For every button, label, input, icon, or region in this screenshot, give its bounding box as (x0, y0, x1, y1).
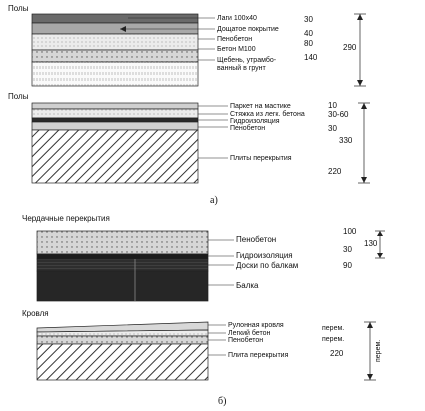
floors-2-label-screed: Стяжка из легк. бетона (230, 111, 305, 118)
floors-2-value-3: 30 (328, 124, 337, 133)
floors-2-value-1: 10 (328, 101, 337, 110)
attic-label-beam: Балка (236, 281, 259, 290)
attic-label-waterproofing: Гидроизоляция (236, 251, 293, 260)
roof-label-membrane: Рулонная кровля (228, 322, 284, 329)
floors-1-title: Полы (8, 4, 29, 13)
attic-section (22, 214, 385, 301)
roof-title: Кровля (22, 309, 49, 318)
caption-b: б) (218, 396, 227, 407)
attic-layer-beam (37, 271, 208, 301)
attic-title: Чердачные перекрытия (22, 214, 110, 223)
attic-label-foam: Пенобетон (236, 235, 277, 244)
caption-a: а) (210, 195, 218, 206)
floors-1-layer-concrete (32, 50, 198, 62)
floors-section-2 (8, 92, 370, 206)
attic-value-2: 30 (343, 245, 352, 254)
floors-2-total: 330 (339, 136, 353, 145)
floors-1-label-foam: Пенобетон (217, 36, 253, 43)
attic-layer-boards (37, 259, 208, 271)
floors-2-layer-foam (32, 122, 198, 130)
roof-section (22, 309, 382, 407)
attic-total: 130 (364, 239, 378, 248)
floors-2-layer-screed (32, 109, 198, 118)
floors-1-layer-foam (32, 34, 198, 50)
roof-value-2: перем. (322, 336, 345, 343)
floors-1-label-gravel-2: ванный в грунт (217, 65, 266, 72)
floors-2-value-4: 220 (328, 167, 342, 176)
floors-1-value-4: 140 (304, 53, 318, 62)
floors-2-title: Полы (8, 92, 29, 101)
roof-layer-foam (37, 336, 208, 344)
attic-value-3: 90 (343, 261, 352, 270)
floors-1-layer-boards (32, 23, 198, 34)
floors-1-layer-joists (32, 14, 198, 23)
floors-1-label-joists: Лаги 100х40 (217, 15, 257, 22)
floors-2-layer-slab (32, 130, 198, 183)
attic-layer-waterproofing (37, 254, 208, 259)
roof-label-slab: Плита перекрытия (228, 352, 289, 359)
floors-2-label-slab: Плиты перекрытия (230, 155, 292, 162)
floors-2-label-parquet: Паркет на мастике (230, 103, 291, 110)
attic-value-1: 100 (343, 227, 357, 236)
floors-1-value-1: 30 (304, 15, 313, 24)
floors-1-label-concrete: Бетон М100 (217, 46, 256, 53)
attic-label-boards: Доски по балкам (236, 261, 299, 270)
floors-section-1 (8, 4, 366, 86)
floors-1-label-gravel: Щебень, утрамбо- (217, 57, 277, 64)
floors-1-layer-gravel (32, 62, 198, 86)
roof-total: перем. (375, 339, 382, 362)
floors-2-value-2: 30-60 (328, 110, 349, 119)
floors-1-value-2: 40 (304, 29, 313, 38)
roof-label-light-concrete: Легкий бетон (228, 330, 271, 337)
roof-value-1: перем. (322, 325, 345, 332)
roof-label-foam: Пенобетон (228, 337, 264, 344)
floors-1-value-3: 80 (304, 39, 313, 48)
floors-2-layer-parquet (32, 103, 198, 109)
roof-layer-slab (37, 344, 208, 380)
floors-2-layer-waterproofing (32, 118, 198, 122)
roof-value-3: 220 (330, 349, 344, 358)
attic-layer-foam (37, 231, 208, 254)
floors-2-label-waterproofing: Гидроизоляция (230, 118, 280, 125)
floors-2-label-foam: Пенобетон (230, 125, 266, 132)
floors-1-label-boards: Дощатое покрытие (217, 26, 279, 33)
floors-1-total: 290 (343, 43, 357, 52)
